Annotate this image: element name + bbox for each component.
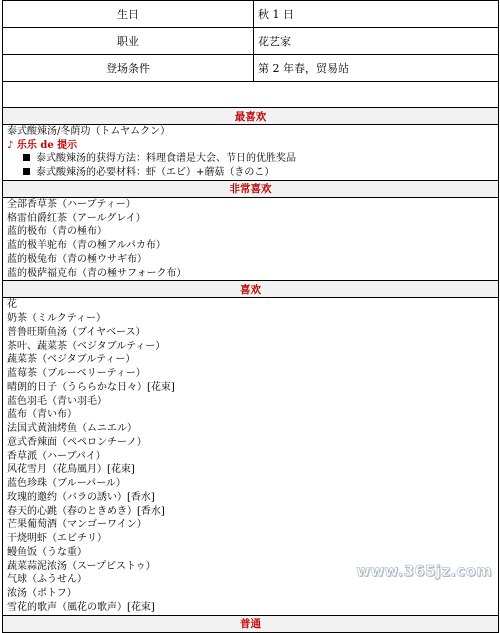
list-item: 玫瑰的邀约（バラの誘い）[香水] <box>7 491 155 503</box>
list-item: 花 <box>7 299 17 311</box>
most-loved-cell <box>3 125 499 181</box>
most-loved-row <box>3 125 499 181</box>
list-item: 茶叶、蔬菜茶（ベジタブルティー） <box>7 340 166 352</box>
appear-value: 第 2 年春，贸易站 <box>254 55 499 82</box>
loved-header: 喜欢 <box>3 281 499 298</box>
list-item: 蔬菜蒜泥浓汤（スープピストゥ） <box>7 560 156 572</box>
appear-label: 登场条件 <box>3 55 254 82</box>
list-item: 格雷伯爵红茶（アールグレイ） <box>7 212 146 224</box>
birthday-row <box>3 1 499 28</box>
tips-title: ♪ 乐乐 de 提示 <box>7 139 78 151</box>
blank-cell <box>3 82 499 108</box>
gift-table <box>2 0 499 633</box>
list-item: 气球（ふうせん） <box>7 574 87 586</box>
list-item: 意式香辣面（ペペロンチーノ） <box>7 436 147 448</box>
birthday-value: 秋 1 日 <box>254 1 499 28</box>
list-item: 风花雪月（花鳥風月）[花束] <box>7 464 135 476</box>
normal-header: 普通 <box>3 615 499 632</box>
list-item: 香草派（ハーブパイ） <box>7 450 106 462</box>
loved-header-row <box>3 281 499 298</box>
job-value: 花艺家 <box>254 28 499 55</box>
list-item: 法国式黄油烤鱼（ムニエル） <box>7 423 137 434</box>
list-item: 奶茶（ミルクティー） <box>7 313 106 324</box>
list-item: 全部香草茶（ハーブティー） <box>7 198 136 210</box>
most-loved-item: 泰式酸辣汤/冬荫功（トムヤムクン） <box>7 126 171 137</box>
list-item: 蓝色羽毛（青い羽毛） <box>7 395 107 407</box>
list-item: 蓝莓茶（ブルーベリーティー） <box>7 368 146 379</box>
list-item: 晴朗的日子（うららかな日々）[花束] <box>7 381 175 393</box>
tip-text: 泰式酸辣汤的必要材料：虾（エビ）+蘑菇（きのこ） <box>36 167 275 178</box>
tip-line <box>7 166 494 180</box>
list-item: 蓝的极兔布（青の極ウサギ布） <box>7 253 147 265</box>
list-item: 蓝的极布（青の極布） <box>7 226 107 238</box>
list-item: 芒果葡萄酒（マンゴーワイン） <box>7 519 147 531</box>
tip-line <box>7 152 494 166</box>
birthday-label: 生日 <box>3 1 254 28</box>
list-item: 干烧明虾（エビチリ） <box>7 533 107 544</box>
most-loved-header: 最喜欢 <box>3 108 499 125</box>
list-item: 雪花的歌声（風花の歌声）[花束] <box>7 601 155 613</box>
job-label: 职业 <box>3 28 254 55</box>
very-loved-header-row <box>3 180 499 197</box>
list-item: 蔬菜茶（ベジタブルティー） <box>7 354 136 366</box>
list-item: 春天的心跳（春のときめき）[香水] <box>7 505 165 517</box>
watermark-text: www.365jz.com <box>356 562 492 580</box>
list-item: 蓝布（青い布） <box>7 409 77 421</box>
list-item: 浓汤（ポトフ） <box>7 588 77 599</box>
blank-row <box>3 82 499 108</box>
list-item: 普鲁旺斯鱼汤（ブイヤベース） <box>7 326 146 338</box>
very-loved-row <box>3 197 499 281</box>
job-row <box>3 28 499 55</box>
list-item: 蓝的极萨福克布（青の極サフォーク布） <box>7 267 187 279</box>
very-loved-header: 非常喜欢 <box>3 180 499 197</box>
list-item: 鳗鱼饭（うな重） <box>7 546 87 558</box>
tip-text: 泰式酸辣汤的获得方法：料理食谱是大会、节日的优胜奖品 <box>36 153 296 165</box>
most-loved-header-row <box>3 108 499 125</box>
bullet-square-icon <box>23 168 30 175</box>
list-item: 蓝的极羊驼布（青の極アルパカ布） <box>7 240 166 251</box>
appear-row <box>3 55 499 82</box>
normal-header-row <box>3 615 499 632</box>
bullet-square-icon <box>23 154 30 161</box>
list-item: 蓝色珍珠（ブルーパール） <box>7 478 126 489</box>
very-loved-list <box>3 197 499 281</box>
